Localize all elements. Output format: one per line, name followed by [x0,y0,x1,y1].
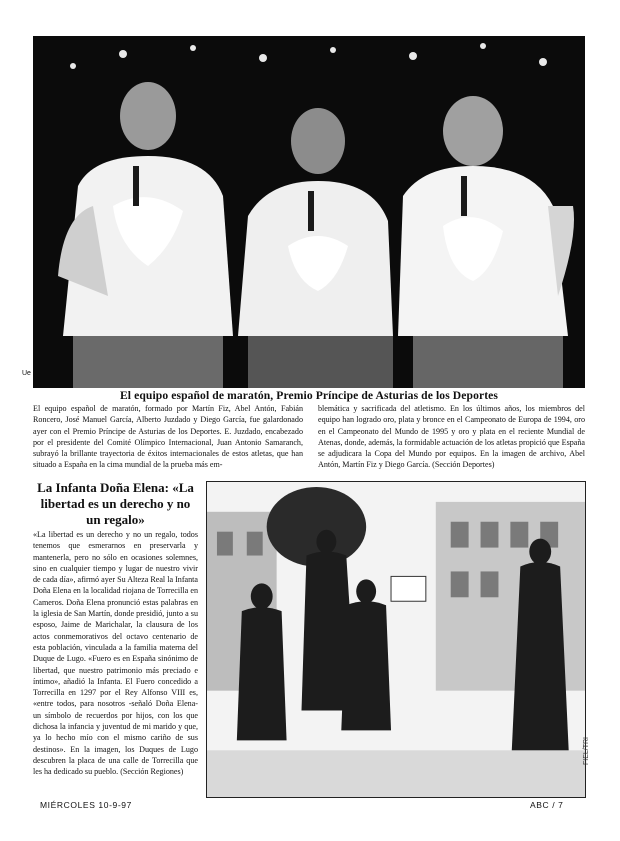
article-text-left-column: El equipo español de maratón, formado por Martín Fiz, Abel Antón, Fabián Roncero, José Manuel García, Alberto Juzdado y Diego García, fue galardonado ayer con el Premio Príncipe de Asturias de los Deportes. E. Juzdado, encabezado por el presidente del Comité Olímpico Internacional, Juan Antonio Samaranch, subrayó la brillante trayectoria de éxitos internacionales de estos atletas, que han situado a España en la cima mundial de la prueba más em- [33,404,303,470]
infanta-ceremony-photo [206,481,586,798]
page-date: MIÉRCOLES 10-9-97 [40,800,132,810]
photo-credit: FIEL/TRI [583,736,590,765]
side-article-body: «La libertad es un derecho y no un regalo, todos tenemos que esmerarnos en preservarla y mantenerla, pero no sólo en ocasiones solemnes, sino en cualquier tiempo y lugar de nuestro vivir de cada día», afirmó ayer Su Alteza Real la Infanta Doña Elena en la localidad riojana de Torrecilla en Cameros. Doña Elena pronunció estas palabras en la iglesia de San Martín, donde presidió, junto a su esposo, Jaime de Marichalar, la clausura de los actos conmemorativos del octavo centenario de esta población, vinculada a la familia materna del Duque de Lugo. «Fuero es en España sinónimo de libertad, que nuestro patrimonio más preciado e íntimo», añadió la Infanta. El Fuero concedido a Torrecilla en 1297 por el Rey Alfonso VIII es, «entre todos, para nosotros -señaló Doña Elena- un símbolo de recuerdos por hijos, con los que dichosa la infancia y juventud de mi marido y que, ya lo hecho mío con el mismo cariño de sus destinos». En la imagen, los Duques de Lugo descubren la placa de una calle de Torrecilla que les ha dedicado su pueblo. (Sección Regiones) [33,530,198,777]
side-article-headline: La Infanta Doña Elena: «La libertad es un derecho y no un regalo» [37,480,194,527]
article-headline: El equipo español de maratón, Premio Príncipe de Asturias de los Deportes [119,389,499,402]
page-number: ABC / 7 [530,800,564,810]
article-text-right-column: blemática y sacrificada del atletismo. En los últimos años, los miembros del equipo han logrado oro, plata y bronce en el Campeonato de Europa de 1994, oro en el Campeonato del Mundo de 1995 y oro y plata en el reciente Mundial de Atenas, donde, además, la formidable actuación de los atletas propició que España se adjudicara la Copa del Mundo por equipos. En la imagen de archivo, Abel Antón, Martín Fiz y Diego García. (Sección Deportes) [318,404,585,470]
photo-credit: Ue [22,370,31,377]
marathon-team-photo [33,36,585,388]
